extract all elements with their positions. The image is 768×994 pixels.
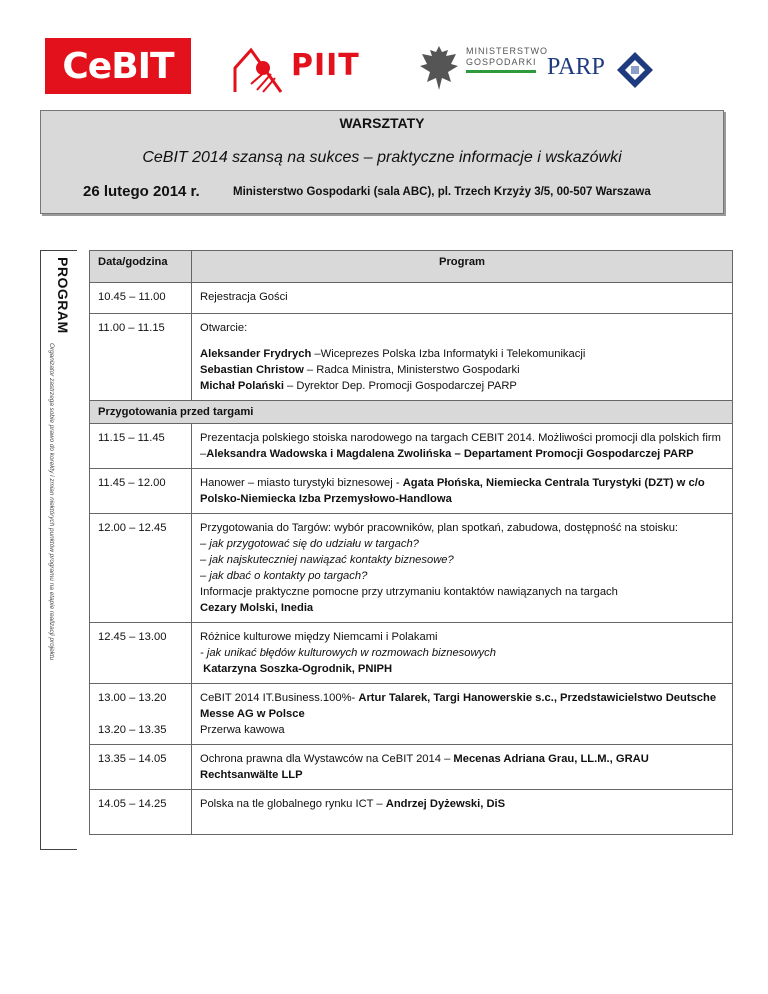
column-header-time: Data/godzina [90,251,192,283]
row-program: Przygotowania do Targów: wybór pracowników, plan spotkań, zabudowa, dostępność na stoisku: – jak przygotować się do udziału w targach? – jak najskuteczniej nawiązać kontakty biznesowe? – jak dbać o kontakty po targach? Informacje praktyczne pomocne przy utrzymaniu kontaktów nawiązanych na targach Cezary Molski, Inedia [192,514,733,623]
piit-logo [233,46,358,94]
event-header [40,110,724,214]
section-title: Przygotowania przed targami [90,401,733,424]
event-title: WARSZTATY [339,115,425,131]
row-time: 13.00 – 13.20 13.20 – 13.35 [90,684,192,745]
row-program: Prezentacja polskiego stoiska narodowego na targach CEBIT 2014. Możliwości promocji dla polskich firm –Aleksandra Wadowska i Magdalena Zwolińska – Departament Promocji Gospodarczej PARP [192,424,733,469]
table-row [90,623,733,684]
event-place: Ministerstwo Gospodarki (sala ABC), pl. Trzech Krzyży 3/5, 00-507 Warszawa [233,186,651,198]
cebit-logo: CeBIT [45,38,191,94]
row-time: 11.15 – 11.45 [90,424,192,469]
table-row [90,684,733,745]
table-row [90,790,733,835]
parp-logo [547,50,667,90]
program-side-label [40,250,77,850]
piit-logo-text: PIIT [291,48,360,83]
speaker-line: Sebastian Christow – Radca Ministra, Ministerstwo Gospodarki [200,364,520,376]
row-program: Różnice kulturowe między Niemcami i Polakami - jak unikać błędów kulturowych w rozmowach biznesowych Katarzyna Soszka-Ogrodnik, PNIPH [192,623,733,684]
table-row [90,514,733,623]
table-row [90,424,733,469]
event-date: 26 lutego 2014 r. [83,183,200,200]
row-time: 12.00 – 12.45 [90,514,192,623]
speaker-line: Michał Polański – Dyrektor Dep. Promocji Gospodarczej PARP [200,380,517,392]
table-row [90,745,733,790]
row-program: CeBIT 2014 IT.Business.100%- Artur Talarek, Targi Hanowerskie s.c., Przedstawicielstwo Deutsche Messe AG w Polsce Przerwa kawowa [192,684,733,745]
row-program: Hanower – miasto turystyki biznesowej - Agata Płońska, Niemiecka Centrala Turystyki (DZT) w c/o Polsko-Niemiecka Izba Przemysłowo-Handlowa [192,469,733,514]
section-row [90,401,733,424]
row-program: Rejestracja Gości [192,283,733,314]
table-header-row [90,251,733,283]
row-time: 10.45 – 11.00 [90,283,192,314]
row-time: 13.35 – 14.05 [90,745,192,790]
program-side-title: PROGRAM [55,257,71,334]
row-time: 11.00 – 11.15 [90,314,192,401]
row-time: 14.05 – 14.25 [90,790,192,835]
row-time: 11.45 – 12.00 [90,469,192,514]
piit-emblem-icon [233,46,289,94]
row-program: Ochrona prawna dla Wystawców na CeBIT 2014 – Mecenas Adriana Grau, LL.M., GRAU Rechtsanwälte LLP [192,745,733,790]
parp-logo-text: PARP [547,54,605,80]
event-subtitle: CeBIT 2014 szansą na sukces – praktyczne informacje i wskazówki [142,149,622,166]
ministry-logo-line [466,70,536,73]
parp-emblem-icon [615,50,655,90]
table-row [90,283,733,314]
ministry-logo [418,42,548,98]
speaker-line: Aleksander Frydrych –Wiceprezes Polska Izba Informatyki i Telekomunikacji [200,348,586,360]
ministry-logo-text: MINISTERSTWO GOSPODARKI [466,46,548,67]
row-program [192,314,733,401]
table-row [90,314,733,401]
opening-label: Otwarcie: [200,322,248,334]
organizer-disclaimer: Organizator zastrzega sobie prawo do korekty i zmian niektórych punktów programu na etapie realizacji projektu [48,343,55,661]
row-program: Polska na tle globalnego rynku ICT – Andrzej Dyżewski, DiS [192,790,733,835]
program-table [89,250,733,835]
column-header-program: Program [192,251,733,283]
logo-bar [0,0,768,110]
table-row [90,469,733,514]
row-time: 12.45 – 13.00 [90,623,192,684]
eagle-emblem-icon [418,42,460,94]
